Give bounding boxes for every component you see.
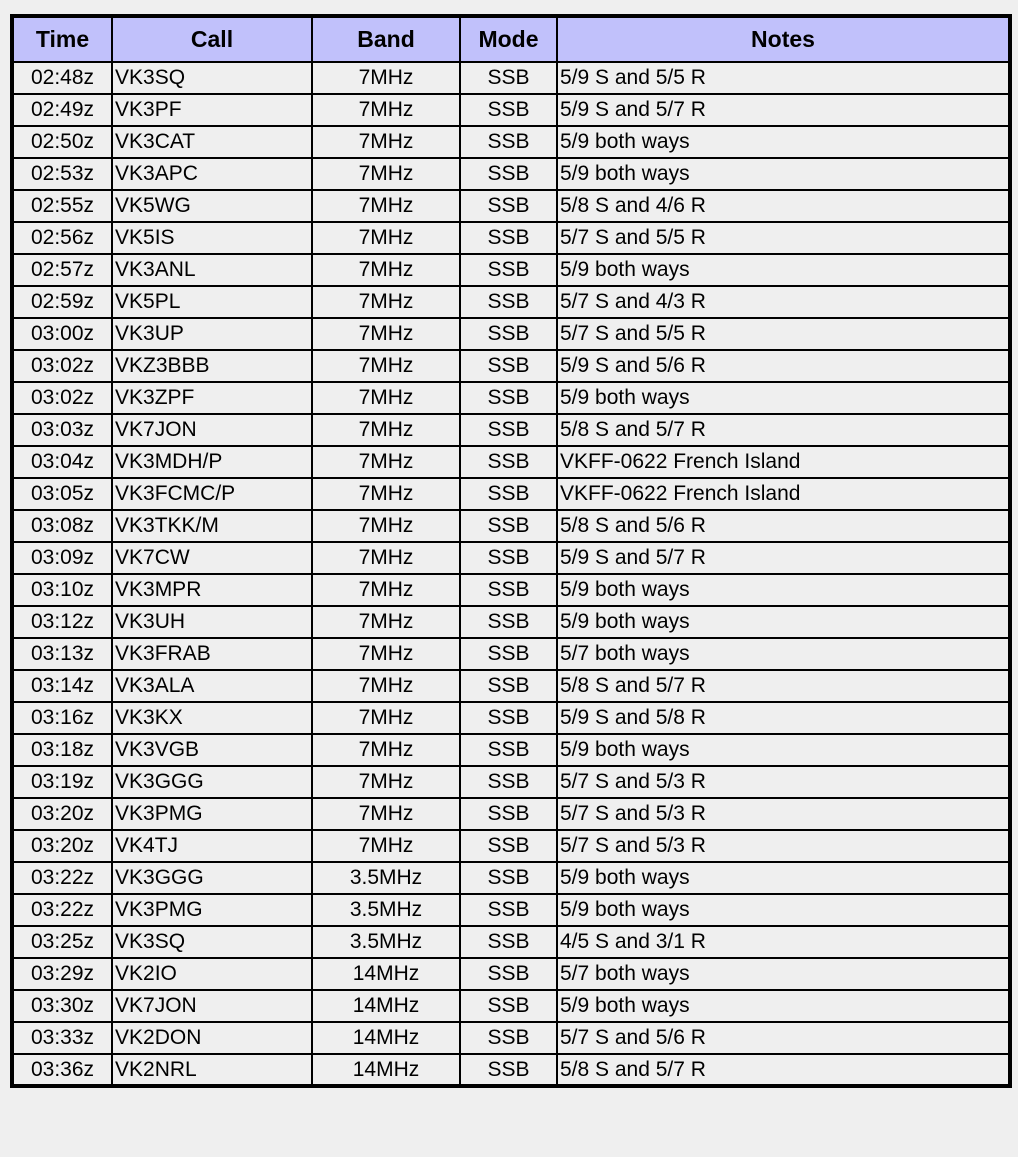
cell-band: 7MHz [312, 702, 460, 734]
cell-band: 3.5MHz [312, 894, 460, 926]
cell-band: 7MHz [312, 62, 460, 94]
cell-call: VK3KX [112, 702, 312, 734]
cell-time: 02:55z [12, 190, 112, 222]
cell-notes: 5/8 S and 4/6 R [557, 190, 1010, 222]
table-row [12, 126, 1010, 158]
cell-mode: SSB [460, 638, 557, 670]
cell-band: 7MHz [312, 286, 460, 318]
table-row [12, 990, 1010, 1022]
cell-notes: VKFF-0622 French Island [557, 446, 1010, 478]
cell-notes: 5/7 S and 5/6 R [557, 1022, 1010, 1054]
cell-call: VK3PF [112, 94, 312, 126]
cell-time: 02:56z [12, 222, 112, 254]
cell-call: VK3ALA [112, 670, 312, 702]
cell-mode: SSB [460, 190, 557, 222]
cell-mode: SSB [460, 606, 557, 638]
column-header-notes: Notes [557, 16, 1010, 62]
table-row [12, 286, 1010, 318]
cell-notes: 5/7 S and 5/3 R [557, 798, 1010, 830]
cell-notes: 5/8 S and 5/7 R [557, 1054, 1010, 1086]
cell-mode: SSB [460, 62, 557, 94]
cell-call: VK5WG [112, 190, 312, 222]
cell-mode: SSB [460, 894, 557, 926]
cell-time: 03:02z [12, 382, 112, 414]
cell-time: 02:59z [12, 286, 112, 318]
column-header-time: Time [12, 16, 112, 62]
cell-band: 7MHz [312, 638, 460, 670]
cell-band: 7MHz [312, 350, 460, 382]
cell-call: VK7CW [112, 542, 312, 574]
cell-band: 3.5MHz [312, 862, 460, 894]
table-row [12, 766, 1010, 798]
cell-call: VK3FRAB [112, 638, 312, 670]
cell-notes: 4/5 S and 3/1 R [557, 926, 1010, 958]
cell-time: 03:22z [12, 894, 112, 926]
table-row [12, 158, 1010, 190]
cell-call: VK5IS [112, 222, 312, 254]
cell-notes: 5/7 both ways [557, 638, 1010, 670]
table-row [12, 670, 1010, 702]
cell-notes: 5/7 S and 5/5 R [557, 222, 1010, 254]
cell-time: 02:49z [12, 94, 112, 126]
cell-call: VK3UH [112, 606, 312, 638]
cell-notes: 5/9 S and 5/8 R [557, 702, 1010, 734]
cell-time: 02:48z [12, 62, 112, 94]
cell-time: 03:14z [12, 670, 112, 702]
cell-band: 14MHz [312, 990, 460, 1022]
cell-mode: SSB [460, 414, 557, 446]
cell-notes: 5/8 S and 5/7 R [557, 414, 1010, 446]
table-row [12, 350, 1010, 382]
cell-mode: SSB [460, 1022, 557, 1054]
cell-band: 7MHz [312, 94, 460, 126]
cell-notes: 5/9 both ways [557, 254, 1010, 286]
table-row [12, 94, 1010, 126]
cell-mode: SSB [460, 670, 557, 702]
table-row [12, 862, 1010, 894]
column-header-mode: Mode [460, 16, 557, 62]
table-row [12, 222, 1010, 254]
cell-call: VK3ANL [112, 254, 312, 286]
table-row [12, 958, 1010, 990]
table-row [12, 798, 1010, 830]
cell-notes: 5/9 both ways [557, 158, 1010, 190]
cell-call: VK3SQ [112, 926, 312, 958]
log-table-body [12, 62, 1010, 1086]
cell-time: 02:57z [12, 254, 112, 286]
cell-time: 03:29z [12, 958, 112, 990]
cell-notes: 5/9 S and 5/7 R [557, 542, 1010, 574]
cell-band: 7MHz [312, 254, 460, 286]
cell-mode: SSB [460, 862, 557, 894]
table-row [12, 638, 1010, 670]
cell-mode: SSB [460, 830, 557, 862]
cell-call: VK3UP [112, 318, 312, 350]
cell-call: VK3APC [112, 158, 312, 190]
table-row [12, 606, 1010, 638]
cell-notes: 5/7 S and 5/3 R [557, 766, 1010, 798]
cell-time: 03:05z [12, 478, 112, 510]
cell-band: 7MHz [312, 734, 460, 766]
cell-notes: 5/9 both ways [557, 606, 1010, 638]
table-row [12, 254, 1010, 286]
cell-time: 02:50z [12, 126, 112, 158]
cell-mode: SSB [460, 94, 557, 126]
table-row [12, 1054, 1010, 1086]
cell-time: 03:08z [12, 510, 112, 542]
cell-band: 7MHz [312, 830, 460, 862]
cell-mode: SSB [460, 1054, 557, 1086]
table-row [12, 510, 1010, 542]
cell-time: 02:53z [12, 158, 112, 190]
cell-mode: SSB [460, 318, 557, 350]
table-row [12, 190, 1010, 222]
cell-call: VK3GGG [112, 766, 312, 798]
cell-time: 03:09z [12, 542, 112, 574]
cell-band: 7MHz [312, 510, 460, 542]
cell-call: VK3SQ [112, 62, 312, 94]
cell-band: 7MHz [312, 798, 460, 830]
cell-call: VK3VGB [112, 734, 312, 766]
cell-mode: SSB [460, 766, 557, 798]
cell-time: 03:03z [12, 414, 112, 446]
cell-call: VK3FCMC/P [112, 478, 312, 510]
cell-mode: SSB [460, 446, 557, 478]
cell-band: 7MHz [312, 478, 460, 510]
cell-time: 03:33z [12, 1022, 112, 1054]
cell-band: 7MHz [312, 670, 460, 702]
cell-notes: 5/9 both ways [557, 990, 1010, 1022]
cell-call: VK2DON [112, 1022, 312, 1054]
cell-notes: 5/9 both ways [557, 862, 1010, 894]
cell-call: VK7JON [112, 414, 312, 446]
cell-mode: SSB [460, 158, 557, 190]
cell-notes: 5/9 S and 5/7 R [557, 94, 1010, 126]
cell-time: 03:22z [12, 862, 112, 894]
cell-call: VKZ3BBB [112, 350, 312, 382]
column-header-band: Band [312, 16, 460, 62]
cell-time: 03:16z [12, 702, 112, 734]
cell-time: 03:19z [12, 766, 112, 798]
table-row [12, 1022, 1010, 1054]
cell-time: 03:02z [12, 350, 112, 382]
cell-time: 03:13z [12, 638, 112, 670]
cell-time: 03:18z [12, 734, 112, 766]
cell-mode: SSB [460, 702, 557, 734]
cell-time: 03:30z [12, 990, 112, 1022]
cell-notes: 5/7 both ways [557, 958, 1010, 990]
cell-time: 03:00z [12, 318, 112, 350]
cell-mode: SSB [460, 958, 557, 990]
cell-mode: SSB [460, 286, 557, 318]
cell-mode: SSB [460, 126, 557, 158]
cell-band: 7MHz [312, 542, 460, 574]
cell-time: 03:12z [12, 606, 112, 638]
cell-mode: SSB [460, 350, 557, 382]
cell-band: 7MHz [312, 318, 460, 350]
cell-mode: SSB [460, 222, 557, 254]
cell-time: 03:20z [12, 798, 112, 830]
cell-mode: SSB [460, 990, 557, 1022]
cell-call: VK3MDH/P [112, 446, 312, 478]
table-row [12, 414, 1010, 446]
cell-notes: 5/8 S and 5/6 R [557, 510, 1010, 542]
table-row [12, 574, 1010, 606]
cell-notes: 5/9 both ways [557, 734, 1010, 766]
table-row [12, 62, 1010, 94]
cell-band: 7MHz [312, 158, 460, 190]
cell-band: 7MHz [312, 446, 460, 478]
cell-call: VK3CAT [112, 126, 312, 158]
cell-mode: SSB [460, 734, 557, 766]
table-row [12, 446, 1010, 478]
cell-notes: 5/9 S and 5/5 R [557, 62, 1010, 94]
table-row [12, 830, 1010, 862]
cell-call: VK7JON [112, 990, 312, 1022]
cell-notes: VKFF-0622 French Island [557, 478, 1010, 510]
cell-notes: 5/9 both ways [557, 382, 1010, 414]
cell-call: VK3PMG [112, 798, 312, 830]
cell-mode: SSB [460, 382, 557, 414]
log-table [10, 14, 1012, 1088]
cell-band: 3.5MHz [312, 926, 460, 958]
table-row [12, 318, 1010, 350]
cell-mode: SSB [460, 574, 557, 606]
cell-time: 03:20z [12, 830, 112, 862]
cell-band: 7MHz [312, 766, 460, 798]
cell-mode: SSB [460, 510, 557, 542]
cell-notes: 5/7 S and 5/5 R [557, 318, 1010, 350]
cell-call: VK3GGG [112, 862, 312, 894]
cell-mode: SSB [460, 798, 557, 830]
table-row [12, 702, 1010, 734]
header-row [12, 16, 1010, 62]
table-row [12, 926, 1010, 958]
cell-notes: 5/7 S and 4/3 R [557, 286, 1010, 318]
cell-call: VK3PMG [112, 894, 312, 926]
cell-band: 7MHz [312, 222, 460, 254]
log-table-header [12, 16, 1010, 62]
table-row [12, 734, 1010, 766]
table-row [12, 478, 1010, 510]
cell-band: 7MHz [312, 190, 460, 222]
table-row [12, 542, 1010, 574]
cell-mode: SSB [460, 542, 557, 574]
cell-call: VK3ZPF [112, 382, 312, 414]
cell-notes: 5/9 both ways [557, 574, 1010, 606]
cell-band: 7MHz [312, 574, 460, 606]
cell-band: 14MHz [312, 1022, 460, 1054]
cell-call: VK3TKK/M [112, 510, 312, 542]
cell-notes: 5/9 S and 5/6 R [557, 350, 1010, 382]
cell-notes: 5/9 both ways [557, 894, 1010, 926]
cell-band: 7MHz [312, 126, 460, 158]
column-header-call: Call [112, 16, 312, 62]
table-row [12, 894, 1010, 926]
cell-band: 7MHz [312, 606, 460, 638]
cell-band: 7MHz [312, 414, 460, 446]
cell-notes: 5/7 S and 5/3 R [557, 830, 1010, 862]
cell-time: 03:04z [12, 446, 112, 478]
cell-call: VK5PL [112, 286, 312, 318]
cell-call: VK3MPR [112, 574, 312, 606]
cell-band: 14MHz [312, 1054, 460, 1086]
cell-notes: 5/8 S and 5/7 R [557, 670, 1010, 702]
cell-mode: SSB [460, 478, 557, 510]
cell-call: VK4TJ [112, 830, 312, 862]
cell-call: VK2IO [112, 958, 312, 990]
cell-call: VK2NRL [112, 1054, 312, 1086]
cell-band: 14MHz [312, 958, 460, 990]
table-row [12, 382, 1010, 414]
cell-mode: SSB [460, 926, 557, 958]
cell-time: 03:25z [12, 926, 112, 958]
cell-time: 03:36z [12, 1054, 112, 1086]
cell-notes: 5/9 both ways [557, 126, 1010, 158]
cell-band: 7MHz [312, 382, 460, 414]
cell-mode: SSB [460, 254, 557, 286]
cell-time: 03:10z [12, 574, 112, 606]
